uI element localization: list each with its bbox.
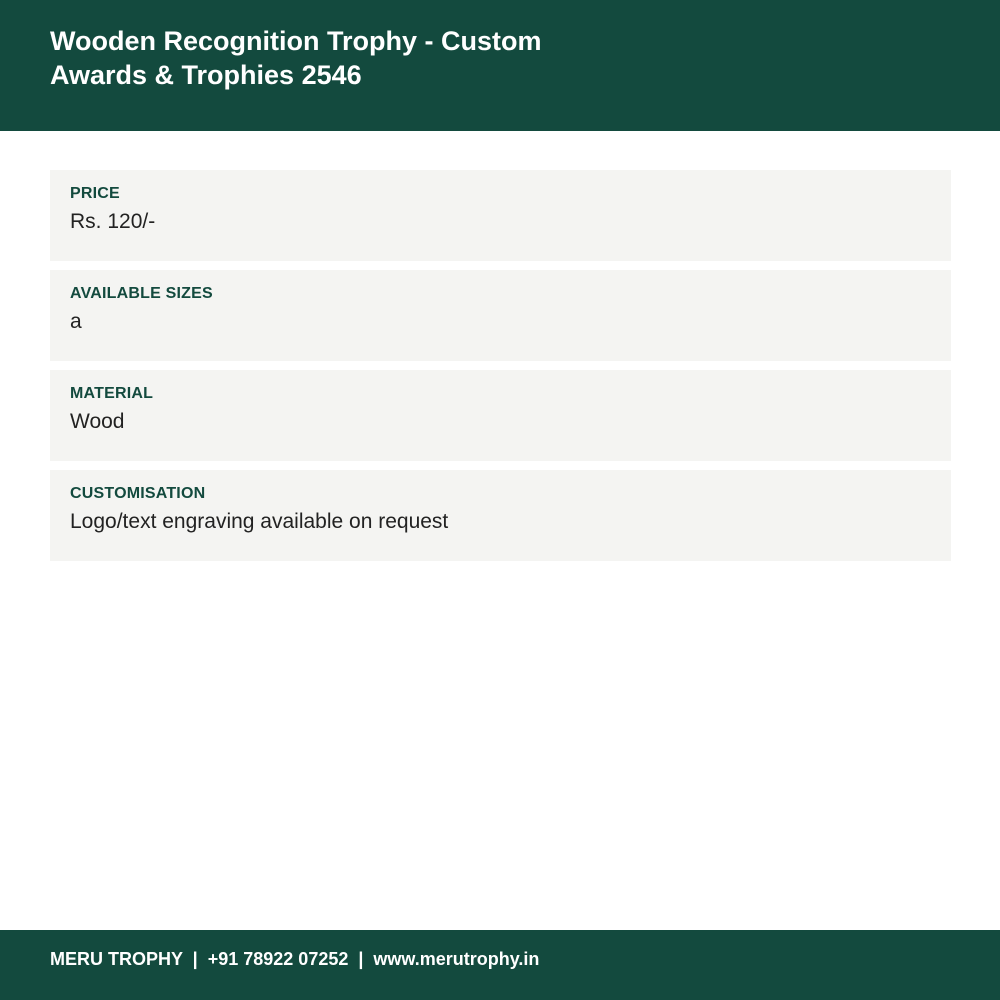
page-header [0, 0, 1000, 131]
material-value: Wood [70, 410, 125, 433]
sizes-value: a [70, 310, 82, 333]
price-value: Rs. 120/- [70, 210, 156, 233]
sizes-field [50, 270, 951, 361]
customisation-value: Logo/text engraving available on request [70, 510, 449, 533]
customisation-field [50, 470, 951, 561]
customisation-label: CUSTOMISATION [70, 485, 206, 502]
footer-contact-text: MERU TROPHY | +91 78922 07252 | www.merutrophy.in [50, 949, 540, 969]
page-title: Wooden Recognition Trophy - Custom Awards & Trophies 2546 [50, 26, 542, 90]
page-footer [0, 930, 1000, 1000]
price-label: PRICE [70, 185, 120, 202]
material-label: MATERIAL [70, 385, 154, 402]
product-details [50, 170, 951, 570]
sizes-label: AVAILABLE SIZES [70, 285, 213, 302]
material-field [50, 370, 951, 461]
price-field [50, 170, 951, 261]
